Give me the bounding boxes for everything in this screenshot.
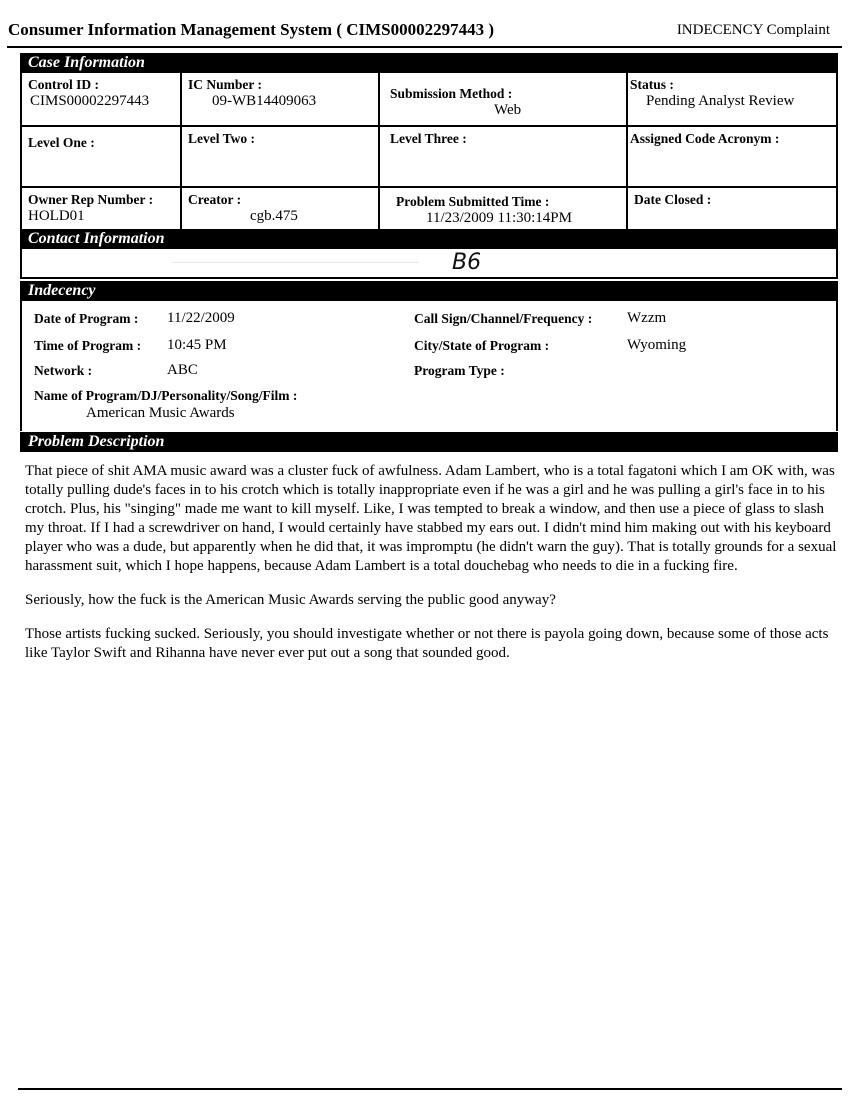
creator-cell [182,188,380,230]
control-id-label: Control ID : [28,77,100,92]
submission-method-label: Submission Method : [390,86,513,101]
redaction-mark: B6 [452,250,482,275]
status-label: Status : [630,77,674,92]
case-information-heading: Case Information [20,53,838,73]
footer-divider [18,1088,842,1090]
indecency-heading: Indecency [20,281,838,301]
submitted-time-cell [380,188,628,230]
ic-number-label: IC Number : [188,77,262,92]
control-id-value: CIMS00002297443 [30,93,150,109]
owner-rep-label: Owner Rep Number : [28,192,154,207]
contact-information-box [20,249,838,279]
contact-information-heading: Contact Information [20,229,838,249]
ic-number-value: 09-WB14409063 [212,93,317,109]
status-value: Pending Analyst Review [646,93,795,109]
submission-method-value: Web [494,102,522,118]
ic-number-cell [182,73,380,125]
submitted-time-label: Problem Submitted Time : [396,194,550,209]
status-cell [628,73,836,125]
network-value: ABC [167,362,198,378]
date-closed-cell [628,188,836,230]
case-row-3 [22,188,836,230]
program-type-label: Program Type : [414,363,505,378]
assigned-code-label: Assigned Code Acronym : [630,131,780,146]
program-name-value: American Music Awards [86,405,235,421]
problem-description-heading: Problem Description [20,432,838,452]
level-one-label: Level One : [28,135,95,150]
case-row-1 [22,73,836,127]
assigned-code-cell [628,127,836,186]
case-row-2 [22,127,836,188]
description-paragraph: That piece of shit AMA music award was a cluster fuck of awfulness. Adam Lambert, who is a total fagatoni which I am OK with, was totally pulling dude's faces in to his crotch which is totally inappropriate even if he was a girl and he was pulling a girl's face in to his crotch. Plus, his "singing" made me want to kill myself. Like, I was tempted to break a window, and then use a piece of glass to slash my throat. If I had a screwdriver on hand, I would certainly have stabbed my ears out. I didn't mind him making out with his keyboard player who was a dude, but apparently when he did that, it was impromptu (he didn't warn the guy). That is totally grounds for a sexual harassment suit, which I hope happens, because Adam Lambert is a total douchebag who needs to die in a fucking fire. [25,463,837,574]
network-label: Network : [34,363,93,378]
call-sign-label: Call Sign/Channel/Frequency : [414,311,593,326]
date-closed-label: Date Closed : [634,192,712,207]
complaint-type: INDECENCY Complaint [676,22,830,38]
creator-label: Creator : [188,192,242,207]
document-header [8,20,830,44]
submitted-time-value: 11/23/2009 11:30:14PM [426,210,572,226]
program-name-label: Name of Program/DJ/Personality/Song/Film : [34,388,298,403]
date-of-program-label: Date of Program : [34,311,139,326]
system-title: Consumer Information Management System ( CIMS00002297443 ) [8,20,495,39]
owner-rep-cell [22,188,182,230]
case-information-grid [20,73,838,230]
header-divider [7,46,842,48]
redacted-contact-text: ───────────────────────────── [172,255,419,269]
indecency-box [20,301,838,431]
city-state-label: City/State of Program : [414,338,550,353]
level-two-cell [182,127,380,186]
level-three-label: Level Three : [390,131,467,146]
problem-description-body [25,462,837,678]
control-id-cell [22,73,182,125]
level-three-cell [380,127,628,186]
owner-rep-value: HOLD01 [28,208,85,224]
submission-method-cell [380,73,628,125]
city-state-value: Wyoming [627,337,687,353]
time-of-program-label: Time of Program : [34,338,142,353]
call-sign-value: Wzzm [627,310,667,326]
creator-value: cgb.475 [250,208,298,224]
time-of-program-value: 10:45 PM [167,337,227,353]
date-of-program-value: 11/22/2009 [167,310,235,326]
level-one-cell [22,127,182,186]
description-paragraph: Seriously, how the fuck is the American Music Awards serving the public good anyway? [25,592,556,608]
level-two-label: Level Two : [188,131,255,146]
description-paragraph: Those artists fucking sucked. Seriously, you should investigate whether or not there is payola going down, because some of those acts like Taylor Swift and Rihanna have never ever put out a song that sounded good. [25,626,829,661]
